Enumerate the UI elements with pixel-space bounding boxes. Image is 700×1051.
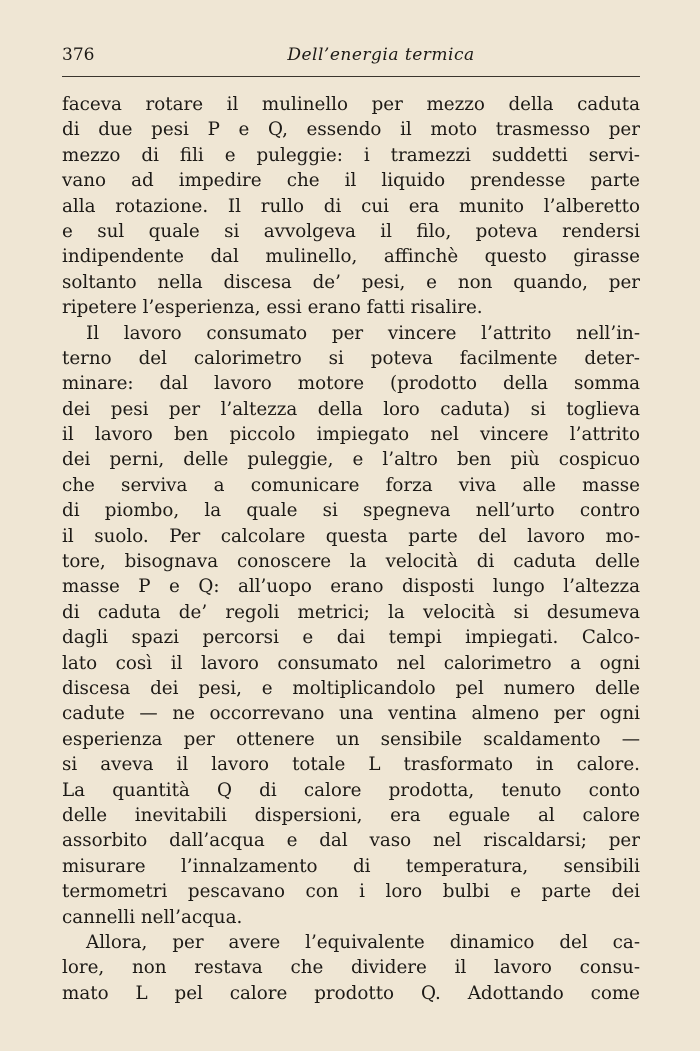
text-line: di caduta de’ regoli metrici; la velocità si desumeva [62, 601, 640, 623]
text-line: dei perni, delle puleggie, e l’altro ben più cospicuo [62, 449, 640, 471]
text-line: minare: dal lavoro motore (prodotto della somma [62, 373, 640, 395]
paragraph-last-line: ripetere l’esperienza, essi erano fatti risalire. [62, 297, 483, 319]
text-line: indipendente dal mulinello, affinchè questo girasse [62, 246, 640, 268]
text-line: lore, non restava che dividere il lavoro consu- [62, 957, 640, 979]
text-line: masse P e Q: all’uopo erano disposti lungo l’altezza [62, 576, 640, 598]
text-line: dei pesi per l’altezza della loro caduta) si toglieva [62, 398, 640, 420]
text-line: dagli spazi percorsi e dai tempi impiegati. Calco- [62, 627, 640, 649]
text-line: La quantità Q di calore prodotta, tenuto conto [62, 779, 640, 801]
text-line: assorbito dall’acqua e dal vaso nel riscaldarsi; per [62, 830, 640, 852]
text-line: termometri pescavano con i loro bulbi e parte dei [62, 881, 640, 903]
text-line: che serviva a comunicare forza viva alle masse [62, 474, 640, 496]
paragraph-first-line: Allora, per avere l’equivalente dinamico del ca- [86, 931, 640, 953]
running-title: Dell’energia termica [287, 45, 475, 65]
text-line: alla rotazione. Il rullo di cui era munito l’alberetto [62, 195, 640, 217]
text-line: di piombo, la quale si spegneva nell’urto contro [62, 500, 640, 522]
text-line: esperienza per ottenere un sensibile scaldamento — [62, 728, 640, 750]
text-line: mezzo di fili e puleggie: i tramezzi suddetti servi- [62, 144, 640, 166]
text-line: vano ad impedire che il liquido prendesse parte [62, 170, 640, 192]
text-line: terno del calorimetro si poteva facilmente deter- [62, 347, 640, 369]
text-line: faceva rotare il mulinello per mezzo della caduta [62, 94, 640, 115]
text-line: il suolo. Per calcolare questa parte del lavoro mo- [62, 525, 640, 547]
text-line: tore, bisognava conoscere la velocità di caduta delle [62, 551, 640, 573]
text-line: discesa dei pesi, e moltiplicandolo pel numero delle [62, 677, 640, 699]
text-line: il lavoro ben piccolo impiegato nel vincere l’attrito [62, 424, 640, 446]
paragraph-last-line: cannelli nell’acqua. [62, 906, 243, 928]
text-line: e sul quale si avvolgeva il filo, poteva rendersi [62, 220, 640, 242]
page-header [62, 40, 640, 77]
text-line: si aveva il lavoro totale L trasformato in calore. [62, 754, 640, 776]
text-line: soltanto nella discesa de’ pesi, e non quando, per [62, 271, 640, 293]
text-line: delle inevitabili dispersioni, era eguale al calore [62, 804, 640, 826]
text-line: mato L pel calore prodotto Q. Adottando come [62, 982, 640, 1004]
text-line: cadute — ne occorrevano una ventina almeno per ogni [62, 703, 640, 725]
paragraph-first-line: Il lavoro consumato per vincere l’attrito nell’in- [86, 322, 640, 344]
text-line: lato così il lavoro consumato nel calorimetro a ogni [62, 652, 640, 674]
text-line: di due pesi P e Q, essendo il moto trasmesso per [62, 119, 640, 141]
body-text [62, 92, 640, 1006]
page-number: 376 [62, 45, 95, 65]
text-line: misurare l’innalzamento di temperatura, sensibili [62, 855, 640, 877]
